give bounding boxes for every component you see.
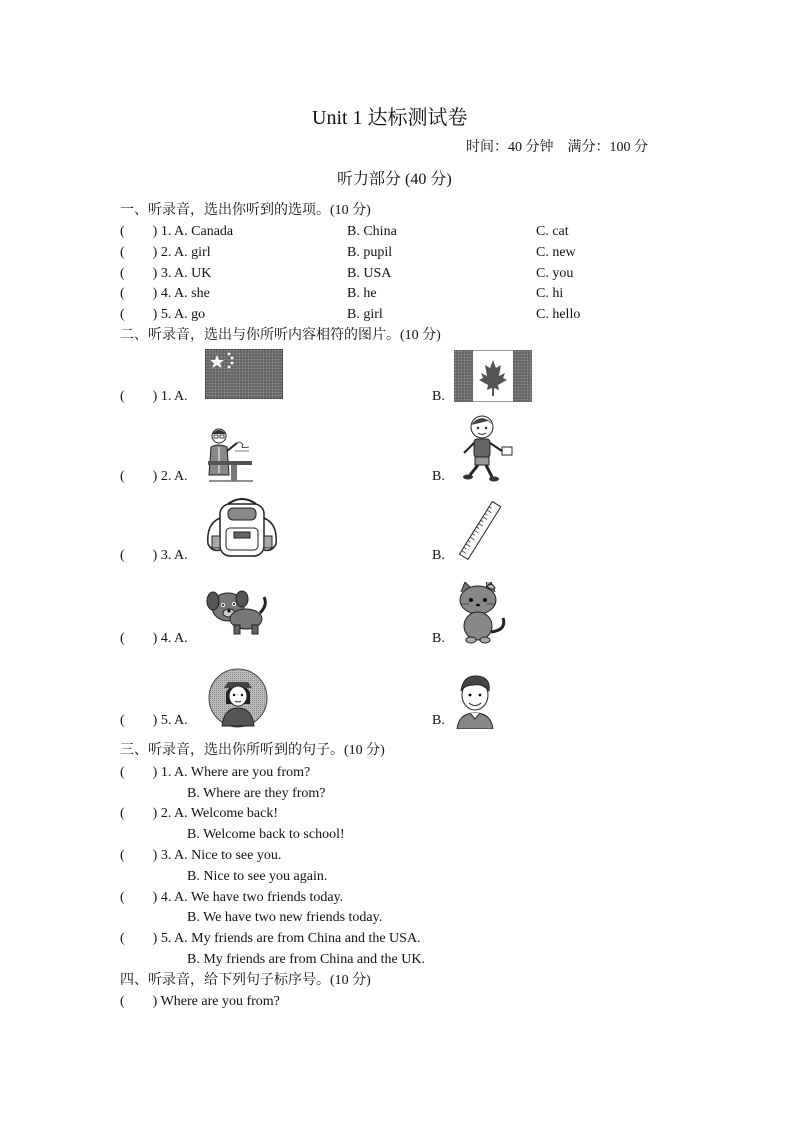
s3-q3-a: ( ) 3. A. Nice to see you.: [120, 848, 282, 863]
s1-q3-c: C. you: [536, 266, 574, 281]
s2-q3-b-label: B.: [432, 548, 445, 563]
s3-q5-b: B. My friends are from China and the UK.: [187, 952, 425, 967]
section2-heading: 二、听录音，选出与你所听内容相符的图片。(10 分): [120, 328, 441, 343]
dog-image: [204, 585, 268, 635]
s2-q2-a-label: ( ) 2. A.: [120, 469, 188, 484]
s3-q5-a: ( ) 5. A. My friends are from China and the USA.: [120, 931, 421, 946]
s1-q5-c: C. hello: [536, 307, 581, 322]
page-title: Unit 1 达标测试卷: [312, 107, 468, 129]
section4-heading: 四、听录音，给下列句子标序号。(10 分): [120, 973, 371, 988]
s2-q1-b-label: B.: [432, 389, 445, 404]
s1-q2-b: B. pupil: [347, 245, 393, 260]
canada-flag-image: [454, 350, 532, 402]
s1-q1-a: ( ) 1. A. Canada: [120, 224, 234, 239]
s1-q1-c: C. cat: [536, 224, 569, 239]
s4-item-1: ( ) Where are you from?: [120, 994, 280, 1009]
s2-q3-a-label: ( ) 3. A.: [120, 548, 188, 563]
s1-q4-a: ( ) 4. A. she: [120, 286, 210, 301]
s2-q4-a-label: ( ) 4. A.: [120, 631, 188, 646]
s1-q3-b: B. USA: [347, 266, 392, 281]
section1-heading: 一、听录音，选出你听到的选项。(10 分): [120, 203, 371, 218]
s1-q2-a: ( ) 2. A. girl: [120, 245, 211, 260]
cat-image: [453, 582, 507, 644]
ruler-image: [458, 501, 504, 561]
s1-q3-a: ( ) 3. A. UK: [120, 266, 212, 281]
s3-q1-a: ( ) 1. A. Where are you from?: [120, 765, 311, 780]
s1-q5-a: ( ) 5. A. go: [120, 307, 206, 322]
s1-q1-b: B. China: [347, 224, 397, 239]
s3-q2-b: B. Welcome back to school!: [187, 827, 345, 842]
s1-q4-b: B. he: [347, 286, 377, 301]
girl-image: [208, 668, 268, 728]
s3-q4-a: ( ) 4. A. We have two friends today.: [120, 890, 344, 905]
s2-q1-a-label: ( ) 1. A.: [120, 389, 188, 404]
boy-image: [455, 673, 495, 729]
s1-q5-b: B. girl: [347, 307, 383, 322]
s2-q4-b-label: B.: [432, 631, 445, 646]
s3-q2-a: ( ) 2. A. Welcome back!: [120, 806, 279, 821]
s1-q4-c: C. hi: [536, 286, 564, 301]
listening-part-title: 听力部分 (40 分): [337, 171, 452, 188]
s2-q5-b-label: B.: [432, 713, 445, 728]
time-info: 时间：40 分钟 满分：100 分: [466, 140, 648, 155]
teacher-image: [205, 425, 255, 483]
s3-q4-b: B. We have two new friends today.: [187, 910, 383, 925]
section3-heading: 三、听录音，选出你所听到的句子。(10 分): [120, 743, 385, 758]
schoolbag-image: [204, 498, 280, 560]
s2-q5-a-label: ( ) 5. A.: [120, 713, 188, 728]
s1-q2-c: C. new: [536, 245, 576, 260]
china-flag-image: [205, 349, 283, 399]
s2-q2-b-label: B.: [432, 469, 445, 484]
boy-pupil-image: [458, 413, 516, 483]
s3-q3-b: B. Nice to see you again.: [187, 869, 328, 884]
s3-q1-b: B. Where are they from?: [187, 786, 326, 801]
